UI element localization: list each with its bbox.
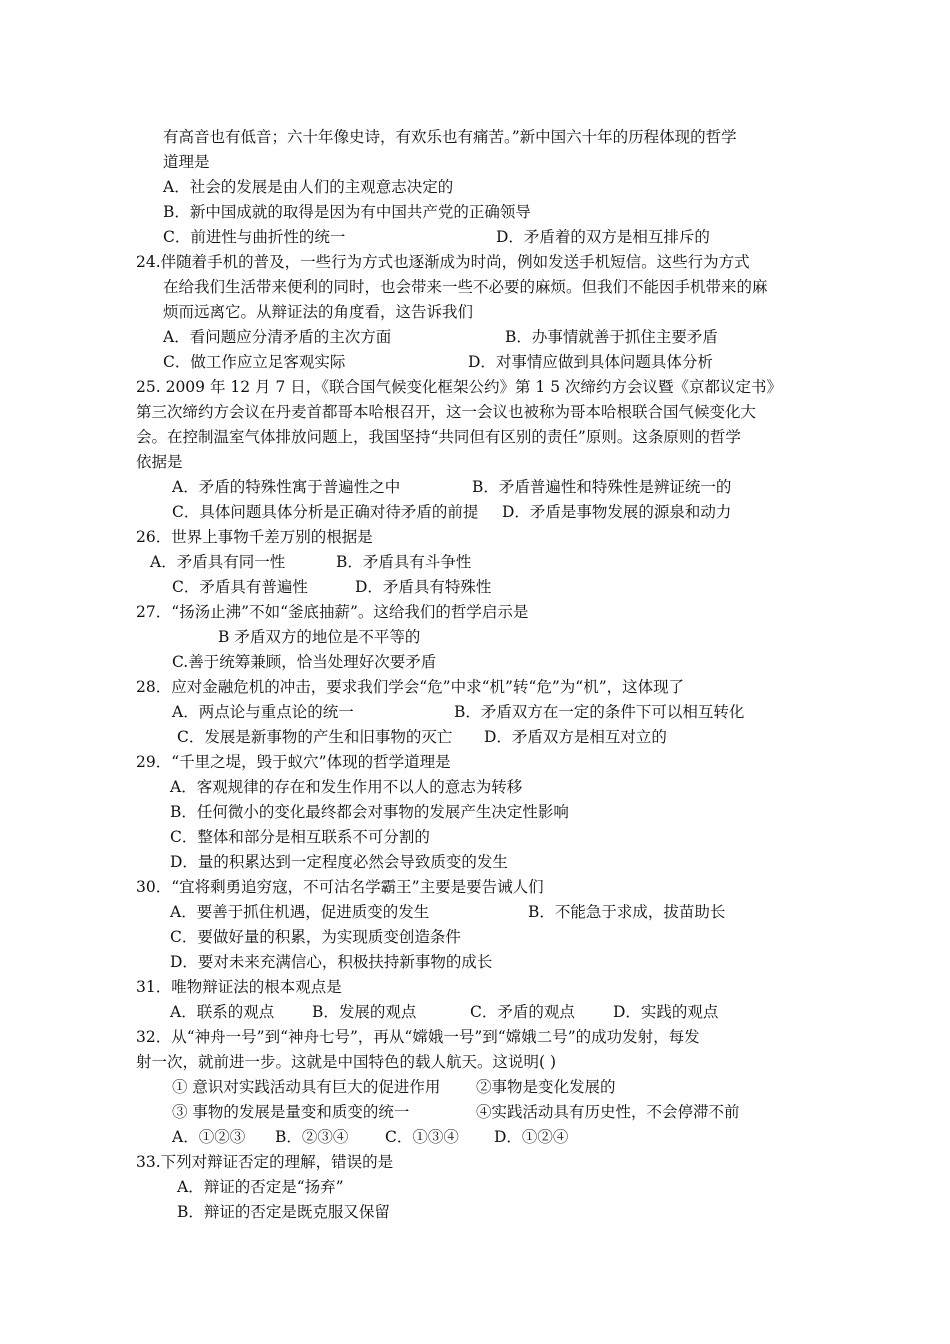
question-32-option-d: D．①②④ bbox=[494, 1128, 569, 1146]
question-29-option-d: D．量的积累达到一定程度必然会导致质变的发生 bbox=[170, 853, 508, 871]
question-32-statement-4: ④实践活动具有历史性，不会停滞不前 bbox=[476, 1103, 740, 1121]
question-26-option-a: A．矛盾具有同一性 bbox=[150, 553, 286, 571]
question-24-option-b: B．办事情就善于抓住主要矛盾 bbox=[505, 328, 718, 346]
question-26-option-c: C．矛盾具有普遍性 bbox=[172, 578, 308, 596]
question-33-option-b: B．辩证的否定是既克服又保留 bbox=[177, 1203, 390, 1221]
question-30-option-a: A．要善于抓住机遇，促进质变的发生 bbox=[170, 903, 430, 921]
question-24-stem-line: 烦而远离它。从辩证法的角度看，这告诉我们 bbox=[163, 303, 474, 321]
question-32-option-a: A．①②③ bbox=[172, 1128, 246, 1146]
question-25-stem-line: 25. 2009 年 12 月 7 日，《联合国气候变化框架公约》第 1 5 次缔约方会议暨《京都议定书》 bbox=[136, 378, 782, 396]
question-27-option-b: B 矛盾双方的地位是不平等的 bbox=[218, 628, 421, 646]
question-28-option-d: D．矛盾双方是相互对立的 bbox=[484, 728, 667, 746]
question-31-option-b: B．发展的观点 bbox=[312, 1003, 417, 1021]
question-25-stem-line: 会。在控制温室气体排放问题上，我国坚持“共同但有区别的责任”原则。这条原则的哲学 bbox=[136, 428, 741, 446]
question-32-statement-1: ① 意识对实践活动具有巨大的促进作用 bbox=[172, 1078, 441, 1096]
question-25-option-c: C．具体问题具体分析是正确对待矛盾的前提 bbox=[172, 503, 479, 521]
question-25-option-d: D．矛盾是事物发展的源泉和动力 bbox=[502, 503, 732, 521]
question-28-stem: 28．应对金融危机的冲击，要求我们学会“危”中求“机”转“危”为“机”，这体现了 bbox=[136, 678, 685, 696]
question-29-option-a: A．客观规律的存在和发生作用不以人的意志为转移 bbox=[170, 778, 523, 796]
question-25-stem-line: 依据是 bbox=[136, 453, 183, 471]
question-33-option-a: A．辩证的否定是“扬弃” bbox=[177, 1178, 344, 1196]
question-24-stem-line: 24.伴随着手机的普及，一些行为方式也逐渐成为时尚，例如发送手机短信。这些行为方式 bbox=[136, 253, 750, 271]
question-27-stem: 27．“扬汤止沸”不如“釜底抽薪”。这给我们的哲学启示是 bbox=[136, 603, 529, 621]
question-32-option-b: B．②③④ bbox=[275, 1128, 349, 1146]
question-26-stem: 26．世界上事物千差万别的根据是 bbox=[136, 528, 373, 546]
question-30-option-c: C．要做好量的积累，为实现质变创造条件 bbox=[170, 928, 461, 946]
question-24-stem-line: 在给我们生活带来便利的同时，也会带来一些不必要的麻烦。但我们不能因手机带来的麻 bbox=[163, 278, 768, 296]
question-24-option-a: A．看问题应分清矛盾的主次方面 bbox=[163, 328, 392, 346]
question-31-option-c: C．矛盾的观点 bbox=[470, 1003, 575, 1021]
question-32-stem-line: 射一次，就前进一步。这就是中国特色的载人航天。这说明( ) bbox=[136, 1053, 557, 1071]
question-32-option-c: C．①③④ bbox=[385, 1128, 459, 1146]
question-31-option-a: A．联系的观点 bbox=[170, 1003, 275, 1021]
question-23-stem-line: 有高音也有低音；六十年像史诗，有欢乐也有痛苦。”新中国六十年的历程体现的哲学 bbox=[163, 128, 737, 146]
question-29-option-b: B．任何微小的变化最终都会对事物的发展产生决定性影响 bbox=[170, 803, 569, 821]
question-30-option-b: B．不能急于求成，拔苗助长 bbox=[528, 903, 726, 921]
question-23-option-b: B．新中国成就的取得是因为有中国共产党的正确领导 bbox=[163, 203, 531, 221]
question-23-stem-line: 道理是 bbox=[163, 153, 210, 171]
question-32-stem-line: 32．从“神舟一号”到“神舟七号”，再从“嫦娥一号”到“嫦娥二号”的成功发射，每发 bbox=[136, 1028, 700, 1046]
question-28-option-a: A．两点论与重点论的统一 bbox=[172, 703, 354, 721]
question-29-stem: 29．“千里之堤，毁于蚁穴”体现的哲学道理是 bbox=[136, 753, 451, 771]
question-26-option-b: B．矛盾具有斗争性 bbox=[336, 553, 472, 571]
question-23-option-c: C．前进性与曲折性的统一 bbox=[163, 228, 346, 246]
question-28-option-b: B．矛盾双方在一定的条件下可以相互转化 bbox=[454, 703, 745, 721]
question-23-option-d: D．矛盾着的双方是相互排斥的 bbox=[496, 228, 710, 246]
question-31-stem: 31．唯物辩证法的根本观点是 bbox=[136, 978, 342, 996]
question-25-stem-line: 第三次缔约方会议在丹麦首都哥本哈根召开，这一会议也被称为哥本哈根联合国气候变化大 bbox=[136, 403, 757, 421]
question-28-option-c: C．发展是新事物的产生和旧事物的灭亡 bbox=[177, 728, 453, 746]
question-32-statement-3: ③ 事物的发展是量变和质变的统一 bbox=[172, 1103, 410, 1121]
question-24-option-c: C．做工作应立足客观实际 bbox=[163, 353, 346, 371]
question-25-option-a: A．矛盾的特殊性寓于普遍性之中 bbox=[172, 478, 401, 496]
question-33-stem: 33.下列对辩证否定的理解，错误的是 bbox=[136, 1153, 394, 1171]
question-26-option-d: D．矛盾具有特殊性 bbox=[355, 578, 492, 596]
question-30-stem: 30．“宜将剩勇追穷寇，不可沽名学霸王”主要是要告诫人们 bbox=[136, 878, 544, 896]
question-25-option-b: B．矛盾普遍性和特殊性是辨证统一的 bbox=[472, 478, 732, 496]
question-23-option-a: A．社会的发展是由人们的主观意志决定的 bbox=[163, 178, 454, 196]
question-30-option-d: D．要对未来充满信心，积极扶持新事物的成长 bbox=[170, 953, 493, 971]
question-32-statement-2: ②事物是变化发展的 bbox=[476, 1078, 616, 1096]
question-29-option-c: C．整体和部分是相互联系不可分割的 bbox=[170, 828, 430, 846]
question-27-option-c: C.善于统筹兼顾，恰当处理好次要矛盾 bbox=[172, 653, 437, 671]
question-24-option-d: D．对事情应做到具体问题具体分析 bbox=[468, 353, 713, 371]
question-31-option-d: D．实践的观点 bbox=[613, 1003, 719, 1021]
